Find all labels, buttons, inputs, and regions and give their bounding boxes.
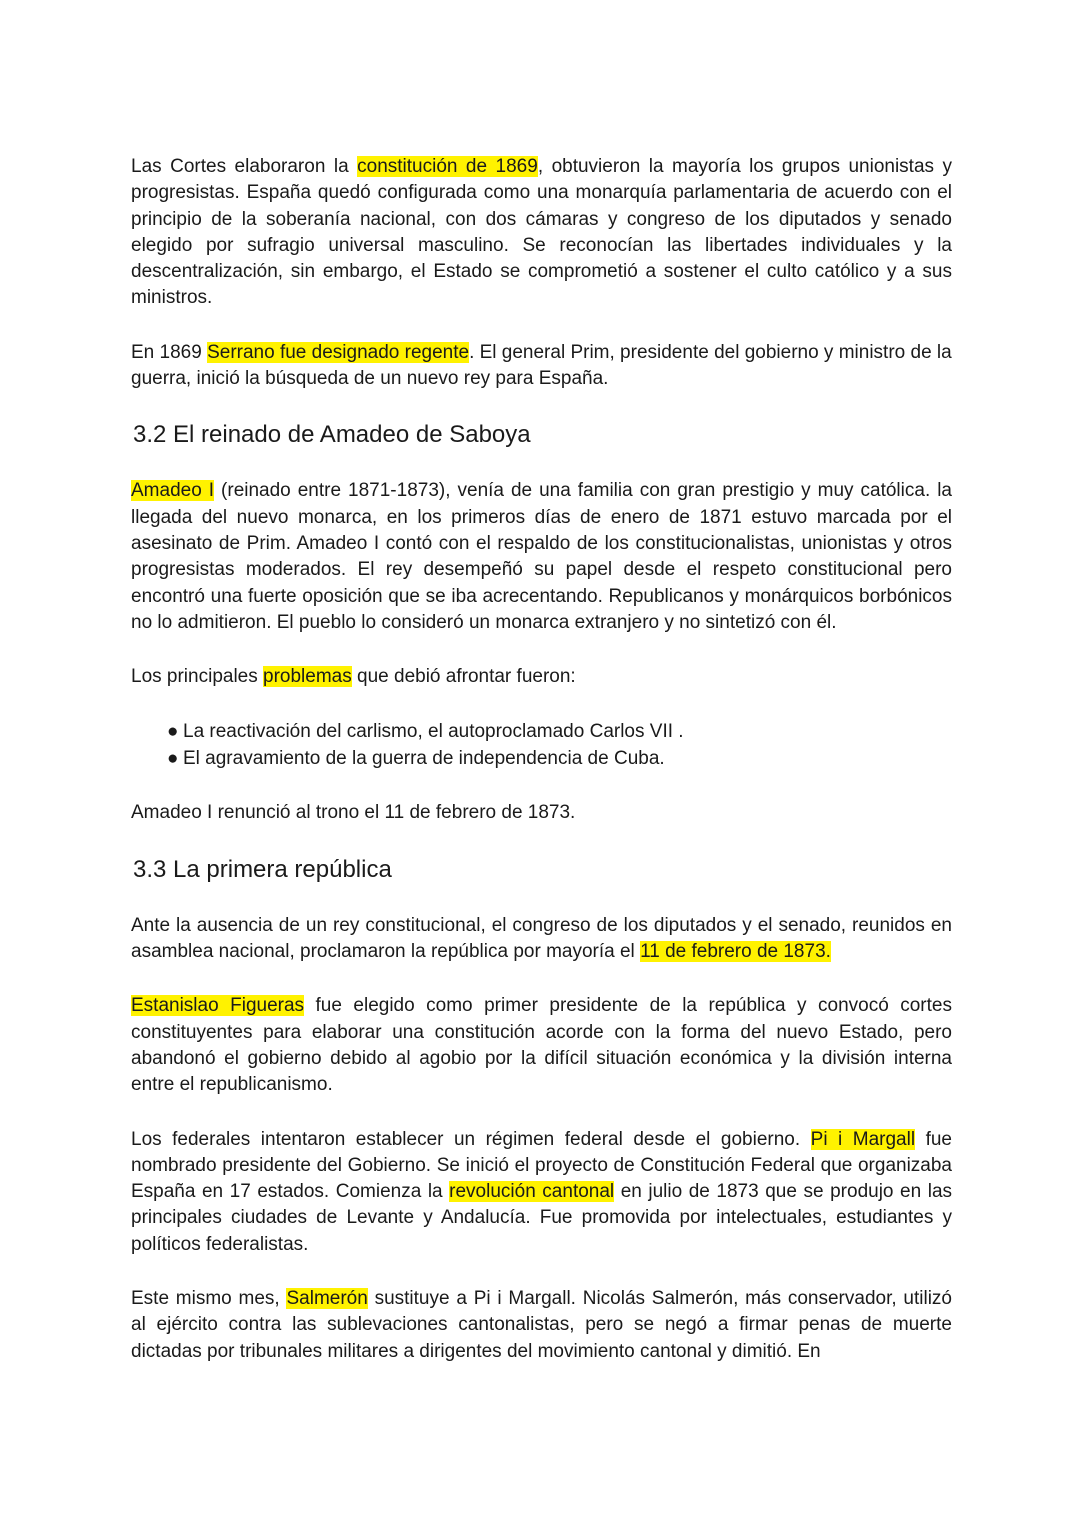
highlight-11-febrero: 11 de febrero de 1873. [640, 941, 831, 963]
text-run: En 1869 [131, 341, 208, 363]
text-run: en julio de 1873 que se produjo en las principales ciudades de Levante y Andalucía. Fue promovida por intelectuales, estudiantes y políticos federalistas. [131, 1181, 953, 1255]
highlight-problemas: problemas [263, 666, 352, 688]
text-run: Las Cortes elaboraron la [131, 156, 358, 177]
paragraph-amadeo [131, 478, 952, 636]
paragraph-renuncia: Amadeo I renunció al trono el 11 de febrero de 1873. [131, 802, 576, 824]
highlight-pi-i-margall: Pi i Margall [810, 1128, 916, 1150]
list-item [167, 718, 952, 745]
highlight-amadeo-i: Amadeo I [131, 480, 215, 502]
paragraph-proclamacion [131, 913, 952, 966]
document-page [131, 154, 952, 1365]
list-item [167, 745, 952, 772]
text-run: Los principales [131, 666, 264, 688]
paragraph-serrano-regente [131, 340, 952, 393]
text-run: que debió afrontar fueron: [351, 666, 576, 688]
problems-list [131, 718, 952, 772]
highlight-constitucion-1869: constitución de 1869 [357, 156, 538, 177]
highlight-estanislao-figueras: Estanislao Figueras [131, 995, 305, 1017]
text-run: Ante la ausencia de un rey constitucional, el congreso de los diputados y el senado, reunidos en asamblea nacional, proclamaron la república por mayoría el [131, 914, 952, 963]
text-run: fue elegido como primer presidente de la república y convocó cortes constituyentes para elaborar una constitución acorde con la forma del nuevo Estado, pero abandonó el gobierno debido al agobio por la difícil situación económica y la división interna entre el republicanismo. [131, 995, 952, 1096]
text-run: , obtuvieron la mayoría los grupos unionistas y progresistas. España quedó configurada como una monarquía parlamentaria de acuerdo con el principio de la soberanía nacional, con dos cámaras y congreso de los diputados y senado elegido por sufragio universal masculino. Se reconocían las libertades individuales y la descentralización, sin embargo, el Estado se comprometió a sostener el culto católico y a sus ministros. [131, 156, 952, 309]
text-run: fue nombrado presidente del Gobierno. Se inició el proyecto de Constitución Federal que organizaba España en 17 estados. Comienza la [131, 1128, 952, 1203]
bullet-icon: ● [167, 721, 179, 743]
text-run: (reinado entre 1871-1873), venía de una familia con gran prestigio y muy católica. la llegada del nuevo monarca, en los primeros días de enero de 1871 estuvo marcada por el asesinato de Prim. Amadeo I contó con el respaldo de los constitucionalistas, unionistas y otros progresistas moderados. El rey desempeñó su papel desde el respeto constitucional pero encontró una fuerte oposición que se iba acrecentando. Republicanos y monárquicos borbónicos no lo admitieron. El pueblo lo consideró un monarca extranjero y no sintetizó con él. [131, 480, 953, 633]
paragraph-constitucion-1869 [131, 154, 952, 312]
bullet-icon: ● [167, 748, 179, 770]
highlight-revolucion-cantonal: revolución cantonal [449, 1181, 615, 1203]
paragraph-federales [131, 1127, 952, 1258]
list-item-text: El agravamiento de la guerra de independencia de Cuba. [183, 748, 665, 770]
list-item-text: La reactivación del carlismo, el autoproclamado Carlos VII . [183, 721, 684, 743]
section-heading-amadeo: 3.2 El reinado de Amadeo de Saboya [133, 421, 531, 449]
paragraph-figueras [131, 993, 952, 1098]
text-run: sustituye a Pi i Margall. Nicolás Salmerón, más conservador, utilizó al ejército contra las sublevaciones cantonalistas, pero se negó a firmar penas de muerte dictadas por tribunales militares a dirigentes del movimiento cantonal y dimitió. En [131, 1288, 952, 1362]
highlight-salmeron: Salmerón [286, 1288, 368, 1310]
section-heading-republica: 3.3 La primera república [133, 855, 392, 883]
text-run: Este mismo mes, [131, 1288, 287, 1310]
paragraph-salmeron [131, 1286, 952, 1365]
paragraph-problemas [131, 664, 952, 690]
text-run: . El general Prim, presidente del gobierno y ministro de la guerra, inició la búsqueda de un nuevo rey para España. [131, 341, 952, 390]
highlight-serrano-regente: Serrano fue designado regente [207, 341, 470, 363]
text-run: Los federales intentaron establecer un régimen federal desde el gobierno. [131, 1128, 811, 1150]
